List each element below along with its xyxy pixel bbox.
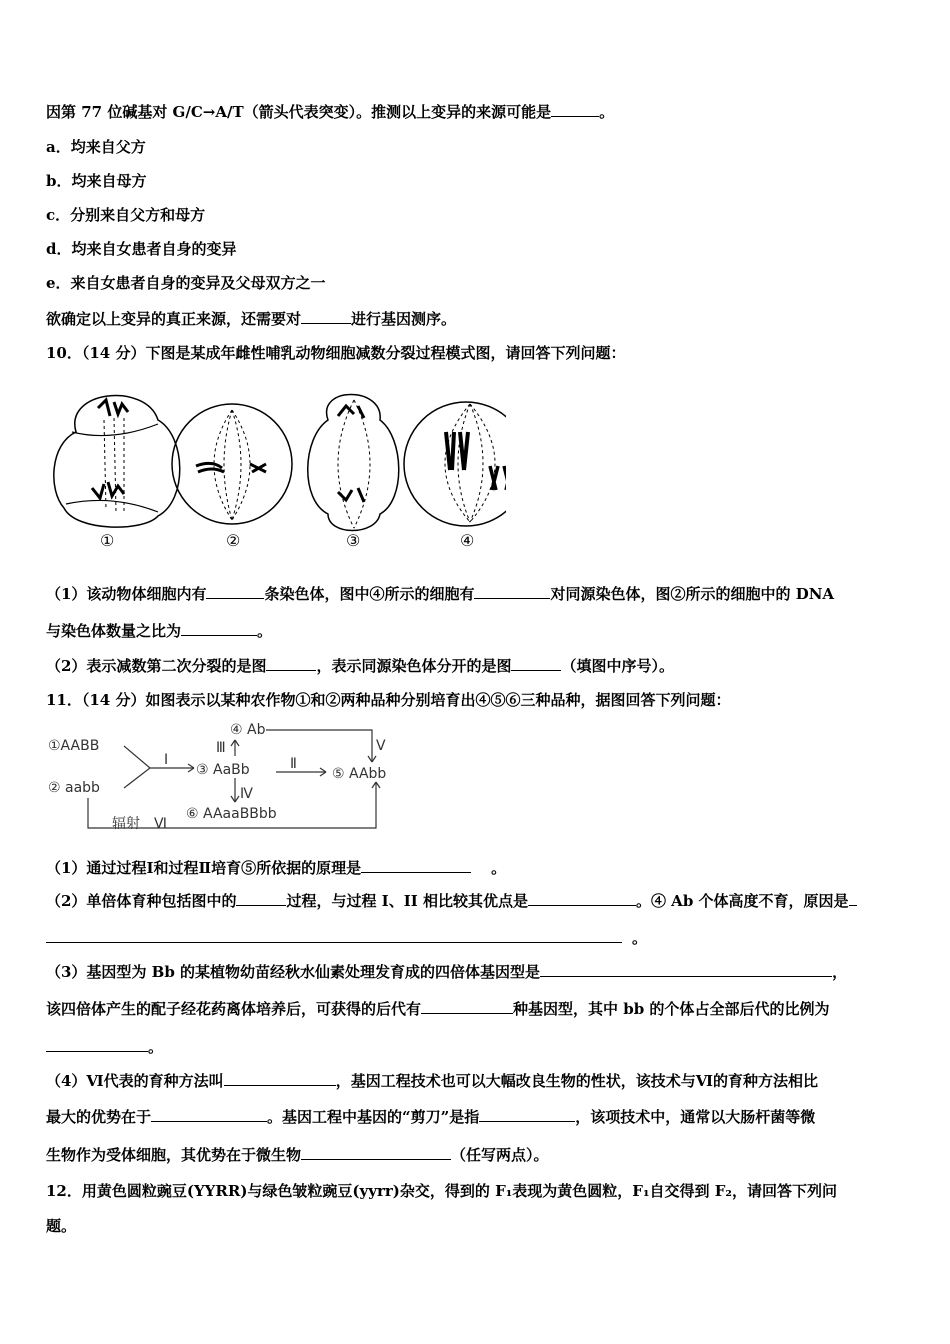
answer-blank[interactable] [421,999,513,1014]
option-e: e．来自女患者自身的变异及父母双方之一 [46,274,326,292]
q11-part4-line3: 生物作为受体细胞，其优势在于微生物 （任写两点）。 [46,1146,549,1164]
answer-blank[interactable] [181,621,257,636]
process-6: 辐射 Ⅵ [112,816,167,832]
answer-blank[interactable] [551,102,599,117]
answer-blank[interactable] [46,1037,148,1052]
answer-blank[interactable] [301,309,351,324]
cell-1 [54,396,180,528]
process-1: Ⅰ [164,752,169,768]
answer-blank[interactable] [849,891,857,906]
q11-part1: （1）通过过程Ⅰ和过程Ⅱ培育⑤所依据的原理是 。 [46,859,507,877]
process-4: Ⅳ [240,786,253,802]
cell-label-1: ① [100,531,115,550]
answer-blank[interactable] [206,584,264,599]
answer-blank[interactable] [511,656,561,671]
cell-4 [404,402,506,526]
answer-blank[interactable] [46,928,622,943]
process-2: Ⅱ [290,756,297,772]
answer-blank[interactable] [528,891,636,906]
node-3: ③ AaBb [196,762,250,778]
node-6: ⑥ AAaaBBbb [186,806,277,822]
q12-line2: 题。 [46,1217,77,1235]
option-c: c．分别来自父方和母方 [46,206,206,224]
q11-part4-line2: 最大的优势在于 。基因工程中基因的“剪刀”是指 ，该项技术中，通常以大肠杆菌等微 [46,1108,816,1126]
q11-part2-line1: （2）单倍体育种包括图中的 过程，与过程 I、II 相比较其优点是 。④ Ab 个体高度不育，原因是 [46,891,857,911]
option-a: a．均来自父方 [46,138,146,156]
q11-part3-line1: （3）基因型为 Bb 的某植物幼苗经秋水仙素处理发育成的四倍体基因型是 ， [46,963,848,981]
q10-part1-line1: （1）该动物体细胞内有 条染色体，图中④所示的细胞有 对同源染色体，图②所示的细胞中的 DNA [46,585,835,603]
intro-line: 因第 77 位碱基对 G/C→A/T（箭头代表突变）。推测以上变异的来源可能是 。 [46,103,615,121]
answer-blank[interactable] [301,1145,451,1160]
answer-blank[interactable] [151,1107,267,1122]
node-5: ⑤ AAbb [332,766,387,782]
answer-blank[interactable] [479,1107,575,1122]
process-5: Ⅴ [376,738,386,754]
node-2: ② aabb [48,780,100,796]
q11-part3-line3: 。 [46,1037,163,1057]
cell-label-4: ④ [460,531,475,550]
process-3: Ⅲ [216,740,226,756]
q10-header: 10．（14 分）下图是某成年雌性哺乳动物细胞减数分裂过程模式图，请回答下列问题： [46,344,626,362]
confirm-line: 欲确定以上变异的真正来源，还需要对 进行基因测序。 [46,310,457,328]
node-1: ①AABB [48,738,100,754]
q11-part4-line1: （4）Ⅵ代表的育种方法叫 ，基因工程技术也可以大幅改良生物的性状，该技术与Ⅵ的育种方法相比 [46,1072,818,1090]
q10-part2: （2）表示减数第二次分裂的是图 ，表示同源染色体分开的是图 （填图中序号）。 [46,657,674,675]
meiosis-cells-figure [46,380,506,552]
answer-blank[interactable] [361,858,471,873]
cell-3 [308,395,399,531]
answer-blank[interactable] [224,1071,336,1086]
answer-blank[interactable] [266,656,316,671]
q12-line1: 12．用黄色圆粒豌豆(YYRR)与绿色皱粒豌豆(yyrr)杂交，得到的 F₁表现为黄色圆粒，F₁自交得到 F₂，请回答下列问 [46,1182,837,1200]
answer-blank[interactable] [474,584,550,599]
answer-blank[interactable] [236,891,286,906]
breeding-diagram [46,716,406,834]
q11-header: 11．（14 分）如图表示以某种农作物①和②两种品种分别培育出④⑤⑥三种品种，据图回答下列问题： [46,691,731,709]
node-4: ④ Ab [230,722,266,738]
answer-blank[interactable] [540,962,832,977]
q10-part1-line2: 与染色体数量之比为 。 [46,622,273,640]
cell-label-2: ② [226,531,241,550]
cell-label-3: ③ [346,531,361,550]
option-d: d．均来自女患者自身的变异 [46,240,237,258]
option-b: b．均来自母方 [46,172,147,190]
cell-2 [172,404,292,524]
q11-part2-line2: 。 [46,928,647,948]
q11-part3-line2: 该四倍体产生的配子经花药离体培养后，可获得的后代有 种基因型，其中 bb 的个体占全部后代的比例为 [46,1000,830,1018]
